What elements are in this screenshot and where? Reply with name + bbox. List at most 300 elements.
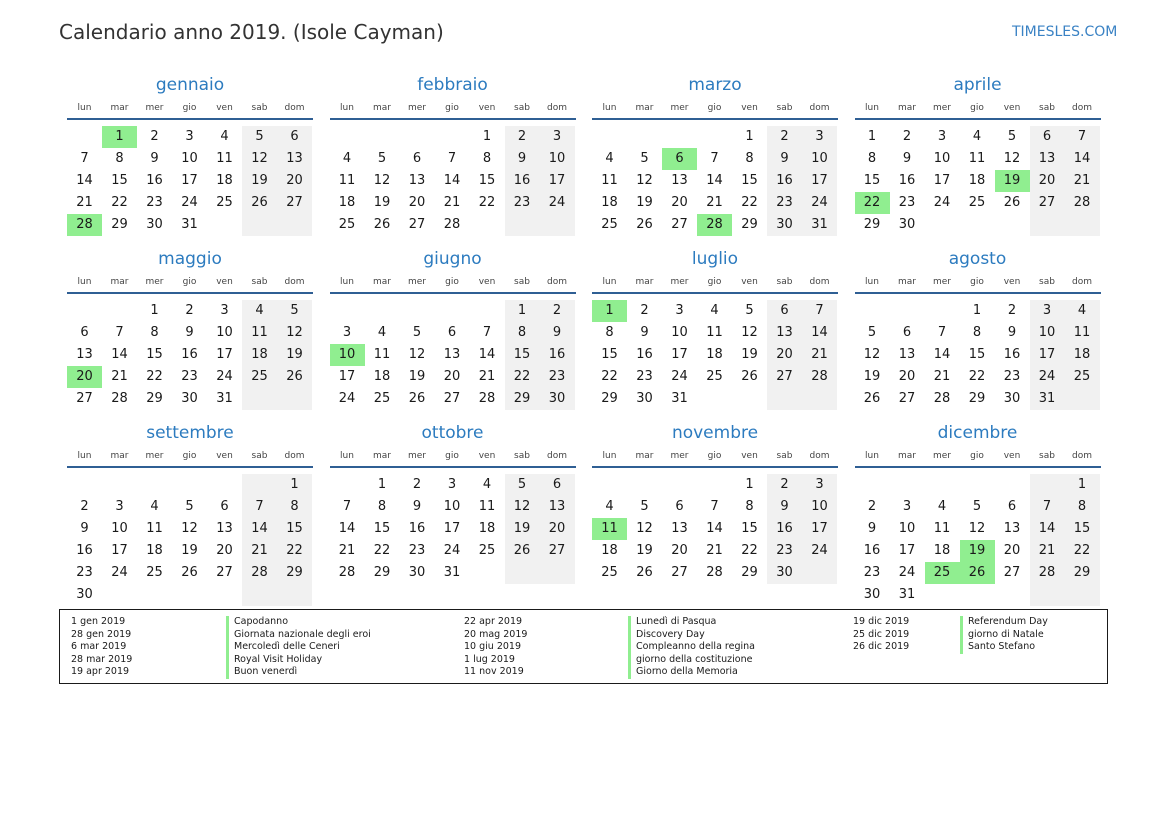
- day-cell: 3: [675, 303, 684, 318]
- weekday-header: [67, 448, 313, 464]
- day-cell: 26: [373, 217, 391, 232]
- legend-holiday-name: Giornata nazionale degli eroi: [226, 629, 371, 642]
- day-cell: 18: [1073, 347, 1091, 362]
- day-cell: 26: [863, 391, 881, 406]
- day-cell: 15: [478, 173, 496, 188]
- weekday-label: sab: [251, 451, 268, 461]
- day-cell: 14: [933, 347, 951, 362]
- day-cell: 5: [745, 303, 754, 318]
- day-cell: 8: [517, 325, 527, 340]
- month-agosto: [855, 248, 1101, 426]
- day-cell: 25: [1073, 369, 1091, 384]
- day-grid: [330, 294, 576, 426]
- day-cell: 9: [640, 325, 649, 340]
- day-cell: 27: [671, 565, 688, 580]
- weekend-cell: [540, 562, 575, 584]
- month-giugno: [330, 248, 576, 426]
- day-cell: 19: [373, 195, 391, 210]
- day-grid: [592, 120, 838, 252]
- weekday-label: mer: [670, 103, 689, 113]
- weekday-label: mar: [635, 451, 654, 461]
- day-cell: 21: [811, 347, 828, 362]
- day-cell: 8: [1077, 499, 1087, 514]
- day-cell: 27: [776, 369, 793, 384]
- day-cell: 28: [338, 565, 356, 580]
- day-cell: 7: [710, 499, 719, 514]
- day-cell: 5: [517, 477, 527, 492]
- weekday-label: lun: [77, 451, 92, 461]
- day-cell: 21: [443, 195, 461, 210]
- day-cell: 10: [216, 325, 233, 340]
- month-name: gennaio: [155, 75, 225, 95]
- weekday-label: sab: [251, 103, 268, 113]
- day-cell: 27: [216, 565, 233, 580]
- holiday-day-cell: 1: [592, 300, 627, 322]
- weekday-header: [67, 100, 313, 116]
- day-cell: 18: [146, 543, 163, 558]
- weekday-label: gio: [182, 451, 197, 461]
- weekday-header: [855, 274, 1101, 290]
- weekday-label: lun: [602, 451, 617, 461]
- day-cell: 8: [150, 325, 159, 340]
- legend-date: 1 lug 2019: [464, 653, 515, 665]
- legend-holiday-name: Mercoledì delle Ceneri: [226, 641, 371, 654]
- day-cell: 12: [968, 521, 986, 536]
- weekday-label: mer: [932, 451, 951, 461]
- day-cell: 20: [671, 195, 688, 210]
- day-cell: 7: [80, 151, 89, 166]
- month-ottobre: [330, 422, 576, 600]
- day-cell: 9: [552, 325, 562, 340]
- weekday-label: dom: [1072, 103, 1092, 113]
- day-cell: 31: [898, 587, 916, 602]
- day-cell: 1: [745, 129, 754, 144]
- day-cell: 18: [706, 347, 723, 362]
- weekday-label: ven: [1003, 451, 1021, 461]
- day-cell: 29: [601, 391, 618, 406]
- day-cell: 5: [972, 499, 982, 514]
- legend-date: 22 apr 2019: [464, 616, 523, 627]
- weekday-label: lun: [865, 451, 879, 461]
- weekday-label: lun: [77, 277, 92, 287]
- day-cell: 20: [1038, 173, 1056, 188]
- weekday-label: gio: [970, 277, 984, 287]
- weekday-label: mer: [145, 277, 164, 287]
- legend-dates-col-1: [71, 616, 132, 679]
- day-cell: 22: [741, 195, 758, 210]
- day-cell: 11: [968, 151, 986, 166]
- weekday-label: mer: [145, 103, 164, 113]
- day-cell: 9: [412, 499, 422, 514]
- day-cell: 10: [933, 151, 951, 166]
- day-grid: [855, 120, 1101, 252]
- weekday-label: sab: [776, 451, 793, 461]
- day-cell: 7: [710, 151, 719, 166]
- day-cell: 2: [1007, 303, 1017, 318]
- day-cell: 7: [447, 151, 457, 166]
- weekend-cell: [277, 388, 312, 410]
- weekday-label: ven: [216, 277, 233, 287]
- day-cell: 6: [552, 477, 562, 492]
- day-cell: 14: [811, 325, 828, 340]
- day-cell: 14: [251, 521, 268, 536]
- day-cell: 4: [605, 499, 614, 514]
- weekday-label: ven: [741, 277, 758, 287]
- day-cell: 11: [373, 347, 391, 362]
- day-cell: 25: [601, 565, 618, 580]
- day-cell: 2: [80, 499, 89, 514]
- day-cell: 2: [867, 499, 877, 514]
- legend-names-col-3: [960, 616, 1048, 654]
- day-cell: 29: [146, 391, 163, 406]
- day-cell: 17: [811, 521, 828, 536]
- month-luglio: [592, 248, 838, 426]
- month-name: giugno: [423, 249, 482, 269]
- day-cell: 4: [150, 499, 159, 514]
- day-cell: 29: [741, 217, 758, 232]
- day-cell: 17: [443, 521, 461, 536]
- day-cell: 5: [412, 325, 422, 340]
- holiday-day-cell: 10: [330, 344, 365, 366]
- day-cell: 30: [181, 391, 198, 406]
- legend-holiday-name: Royal Visit Holiday: [226, 654, 371, 667]
- day-cell: 2: [517, 129, 527, 144]
- holiday-legend: [59, 609, 1108, 684]
- day-cell: 21: [251, 543, 268, 558]
- day-cell: 7: [1042, 499, 1052, 514]
- weekend-cell: [1030, 214, 1065, 236]
- holiday-day-cell: 28: [697, 214, 732, 236]
- day-cell: 27: [548, 543, 566, 558]
- page-title: Calendario anno 2019. (Isole Cayman): [59, 20, 444, 44]
- day-cell: 3: [815, 477, 824, 492]
- weekday-label: ven: [741, 451, 758, 461]
- weekday-label: gio: [707, 103, 722, 113]
- day-cell: 17: [548, 173, 566, 188]
- day-cell: 3: [937, 129, 947, 144]
- weekday-label: dom: [809, 451, 830, 461]
- day-cell: 8: [377, 499, 387, 514]
- month-name: agosto: [948, 249, 1007, 269]
- weekday-label: mar: [635, 103, 654, 113]
- day-cell: 20: [776, 347, 793, 362]
- day-cell: 24: [216, 369, 233, 384]
- day-cell: 18: [251, 347, 268, 362]
- day-cell: 12: [513, 499, 531, 514]
- day-cell: 29: [1073, 565, 1091, 580]
- day-cell: 7: [342, 499, 352, 514]
- day-cell: 7: [115, 325, 124, 340]
- day-cell: 14: [443, 173, 461, 188]
- day-cell: 21: [478, 369, 496, 384]
- day-cell: 30: [408, 565, 426, 580]
- day-cell: 19: [513, 521, 531, 536]
- month-name: dicembre: [937, 423, 1018, 443]
- weekday-label: dom: [809, 103, 830, 113]
- day-cell: 8: [867, 151, 877, 166]
- weekday-label: gio: [707, 277, 722, 287]
- day-cell: 10: [111, 521, 128, 536]
- weekday-label: sab: [514, 277, 530, 287]
- month-aprile: [855, 74, 1101, 252]
- month-name: ottobre: [421, 423, 484, 443]
- weekday-label: ven: [741, 103, 758, 113]
- day-cell: 2: [185, 303, 194, 318]
- day-cell: 27: [286, 195, 303, 210]
- day-cell: 12: [741, 325, 758, 340]
- day-cell: 6: [220, 499, 229, 514]
- legend-names-col-1: [226, 616, 371, 679]
- day-cell: 6: [1007, 499, 1017, 514]
- day-cell: 10: [671, 325, 688, 340]
- day-cell: 10: [443, 499, 461, 514]
- weekday-label: sab: [251, 277, 268, 287]
- weekday-label: sab: [1039, 277, 1055, 287]
- day-cell: 12: [181, 521, 198, 536]
- day-cell: 2: [552, 303, 562, 318]
- day-cell: 8: [972, 325, 982, 340]
- day-cell: 4: [220, 129, 229, 144]
- day-cell: 20: [548, 521, 566, 536]
- day-cell: 24: [1038, 369, 1056, 384]
- day-cell: 1: [150, 303, 159, 318]
- day-cell: 30: [76, 587, 93, 602]
- day-cell: 13: [671, 521, 688, 536]
- holiday-day-cell: 11: [592, 518, 627, 540]
- weekday-label: gio: [182, 103, 197, 113]
- day-cell: 4: [710, 303, 719, 318]
- legend-date: 28 mar 2019: [71, 653, 133, 665]
- day-cell: 25: [478, 543, 496, 558]
- day-cell: 10: [1038, 325, 1056, 340]
- day-cell: 14: [1038, 521, 1056, 536]
- day-cell: 17: [1038, 347, 1056, 362]
- day-cell: 24: [811, 195, 828, 210]
- weekday-label: ven: [478, 277, 496, 287]
- day-cell: 1: [517, 303, 527, 318]
- day-cell: 3: [342, 325, 352, 340]
- day-cell: 17: [933, 173, 951, 188]
- day-cell: 3: [185, 129, 194, 144]
- day-cell: 3: [1042, 303, 1052, 318]
- day-cell: 30: [1003, 391, 1021, 406]
- weekday-header: [67, 274, 313, 290]
- day-cell: 29: [863, 217, 881, 232]
- day-cell: 23: [146, 195, 163, 210]
- day-cell: 22: [601, 369, 618, 384]
- day-cell: 6: [675, 499, 684, 514]
- day-cell: 28: [811, 369, 828, 384]
- day-cell: 28: [1038, 565, 1056, 580]
- day-cell: 20: [216, 543, 233, 558]
- weekday-header: [592, 100, 838, 116]
- day-cell: 1: [377, 477, 387, 492]
- day-cell: 28: [706, 565, 723, 580]
- weekday-label: mar: [635, 277, 654, 287]
- day-cell: 24: [548, 195, 566, 210]
- weekday-label: mar: [373, 103, 391, 113]
- day-cell: 11: [933, 521, 951, 536]
- day-cell: 31: [811, 217, 828, 232]
- day-cell: 26: [1003, 195, 1021, 210]
- day-cell: 18: [478, 521, 496, 536]
- month-dicembre: [855, 422, 1101, 600]
- day-cell: 11: [338, 173, 356, 188]
- month-name: settembre: [146, 423, 234, 443]
- weekday-label: sab: [514, 451, 530, 461]
- weekend-cell: [277, 214, 312, 236]
- day-cell: 25: [338, 217, 356, 232]
- day-cell: 11: [251, 325, 268, 340]
- day-cell: 4: [482, 477, 492, 492]
- weekday-label: gio: [970, 451, 984, 461]
- day-cell: 15: [111, 173, 128, 188]
- day-cell: 15: [741, 521, 758, 536]
- month-febbraio: [330, 74, 576, 252]
- weekday-header: [592, 274, 838, 290]
- month-name: aprile: [953, 75, 1002, 95]
- day-cell: 7: [482, 325, 492, 340]
- day-cell: 1: [482, 129, 492, 144]
- day-cell: 13: [443, 347, 461, 362]
- day-cell: 8: [605, 325, 614, 340]
- day-cell: 4: [937, 499, 947, 514]
- holiday-day-cell: 26: [960, 562, 995, 584]
- holiday-day-cell: 6: [662, 148, 697, 170]
- weekday-label: sab: [514, 103, 530, 113]
- day-cell: 19: [741, 347, 758, 362]
- day-cell: 27: [76, 391, 93, 406]
- day-cell: 17: [111, 543, 128, 558]
- weekday-label: dom: [284, 451, 305, 461]
- legend-holiday-name: Santo Stefano: [960, 641, 1048, 654]
- weekday-label: mer: [407, 277, 426, 287]
- day-cell: 19: [286, 347, 303, 362]
- weekday-label: mar: [898, 451, 916, 461]
- day-cell: 20: [1003, 543, 1021, 558]
- weekday-label: lun: [77, 103, 92, 113]
- weekend-cell: [1065, 214, 1100, 236]
- day-cell: 16: [408, 521, 426, 536]
- day-cell: 8: [482, 151, 492, 166]
- legend-date: 26 dic 2019: [853, 641, 910, 653]
- day-cell: 9: [902, 151, 912, 166]
- day-cell: 20: [286, 173, 303, 188]
- weekday-header: [330, 448, 576, 464]
- weekday-label: mar: [110, 451, 129, 461]
- day-cell: 27: [1003, 565, 1021, 580]
- month-maggio: [67, 248, 313, 426]
- day-cell: 30: [146, 217, 163, 232]
- day-cell: 5: [255, 129, 264, 144]
- day-cell: 12: [286, 325, 303, 340]
- weekday-label: gio: [445, 103, 459, 113]
- legend-date: 19 apr 2019: [71, 666, 130, 678]
- weekday-label: mar: [110, 277, 129, 287]
- weekday-label: mer: [670, 277, 689, 287]
- day-cell: 30: [898, 217, 916, 232]
- legend-date: 19 dic 2019: [853, 616, 910, 627]
- weekend-cell: [1065, 388, 1100, 410]
- day-cell: 28: [251, 565, 268, 580]
- day-cell: 10: [811, 151, 828, 166]
- weekday-header: [592, 448, 838, 464]
- weekday-label: lun: [602, 277, 617, 287]
- weekday-label: mer: [407, 103, 426, 113]
- day-cell: 22: [111, 195, 128, 210]
- day-cell: 16: [863, 543, 881, 558]
- day-cell: 24: [443, 543, 461, 558]
- day-grid: [855, 294, 1101, 426]
- day-cell: 30: [776, 217, 793, 232]
- weekend-cell: [505, 562, 540, 584]
- legend-holiday-name: Giorno della Memoria: [628, 666, 755, 679]
- month-marzo: [592, 74, 838, 252]
- day-cell: 21: [111, 369, 128, 384]
- day-cell: 7: [255, 499, 264, 514]
- day-cell: 23: [636, 369, 653, 384]
- legend-holiday-name: giorno della costituzione: [628, 654, 755, 667]
- weekday-label: mer: [145, 451, 164, 461]
- day-cell: 19: [863, 369, 881, 384]
- weekday-label: ven: [478, 451, 496, 461]
- day-cell: 12: [251, 151, 268, 166]
- legend-date: 11 nov 2019: [464, 666, 524, 678]
- day-cell: 23: [548, 369, 566, 384]
- day-cell: 24: [671, 369, 688, 384]
- day-cell: 28: [1073, 195, 1091, 210]
- day-cell: 2: [780, 477, 789, 492]
- day-cell: 26: [286, 369, 303, 384]
- day-cell: 3: [902, 499, 912, 514]
- day-cell: 7: [1077, 129, 1087, 144]
- weekend-cell: [1065, 584, 1100, 606]
- day-cell: 22: [741, 543, 758, 558]
- day-cell: 1: [972, 303, 982, 318]
- day-cell: 19: [636, 543, 653, 558]
- day-cell: 23: [513, 195, 531, 210]
- day-cell: 15: [601, 347, 618, 362]
- day-cell: 2: [412, 477, 422, 492]
- day-cell: 14: [111, 347, 128, 362]
- day-cell: 5: [1007, 129, 1017, 144]
- day-cell: 15: [1073, 521, 1091, 536]
- day-cell: 17: [671, 347, 688, 362]
- weekday-label: sab: [1039, 103, 1055, 113]
- weekday-label: lun: [865, 103, 879, 113]
- weekday-header: [855, 100, 1101, 116]
- weekday-label: mar: [373, 451, 391, 461]
- day-cell: 18: [601, 195, 618, 210]
- day-cell: 23: [408, 543, 426, 558]
- day-cell: 27: [671, 217, 688, 232]
- day-cell: 16: [548, 347, 566, 362]
- day-cell: 26: [513, 543, 531, 558]
- day-cell: 3: [815, 129, 824, 144]
- day-cell: 4: [972, 129, 982, 144]
- day-cell: 11: [1073, 325, 1091, 340]
- day-cell: 15: [863, 173, 881, 188]
- day-cell: 9: [780, 151, 789, 166]
- legend-date: 10 giu 2019: [464, 641, 521, 653]
- site-link[interactable]: TIMESLES.COM: [1012, 24, 1118, 40]
- day-cell: 18: [933, 543, 951, 558]
- month-settembre: [67, 422, 313, 600]
- day-cell: 16: [146, 173, 163, 188]
- day-cell: 21: [1038, 543, 1056, 558]
- holiday-day-cell: 19: [995, 170, 1030, 192]
- day-cell: 25: [968, 195, 986, 210]
